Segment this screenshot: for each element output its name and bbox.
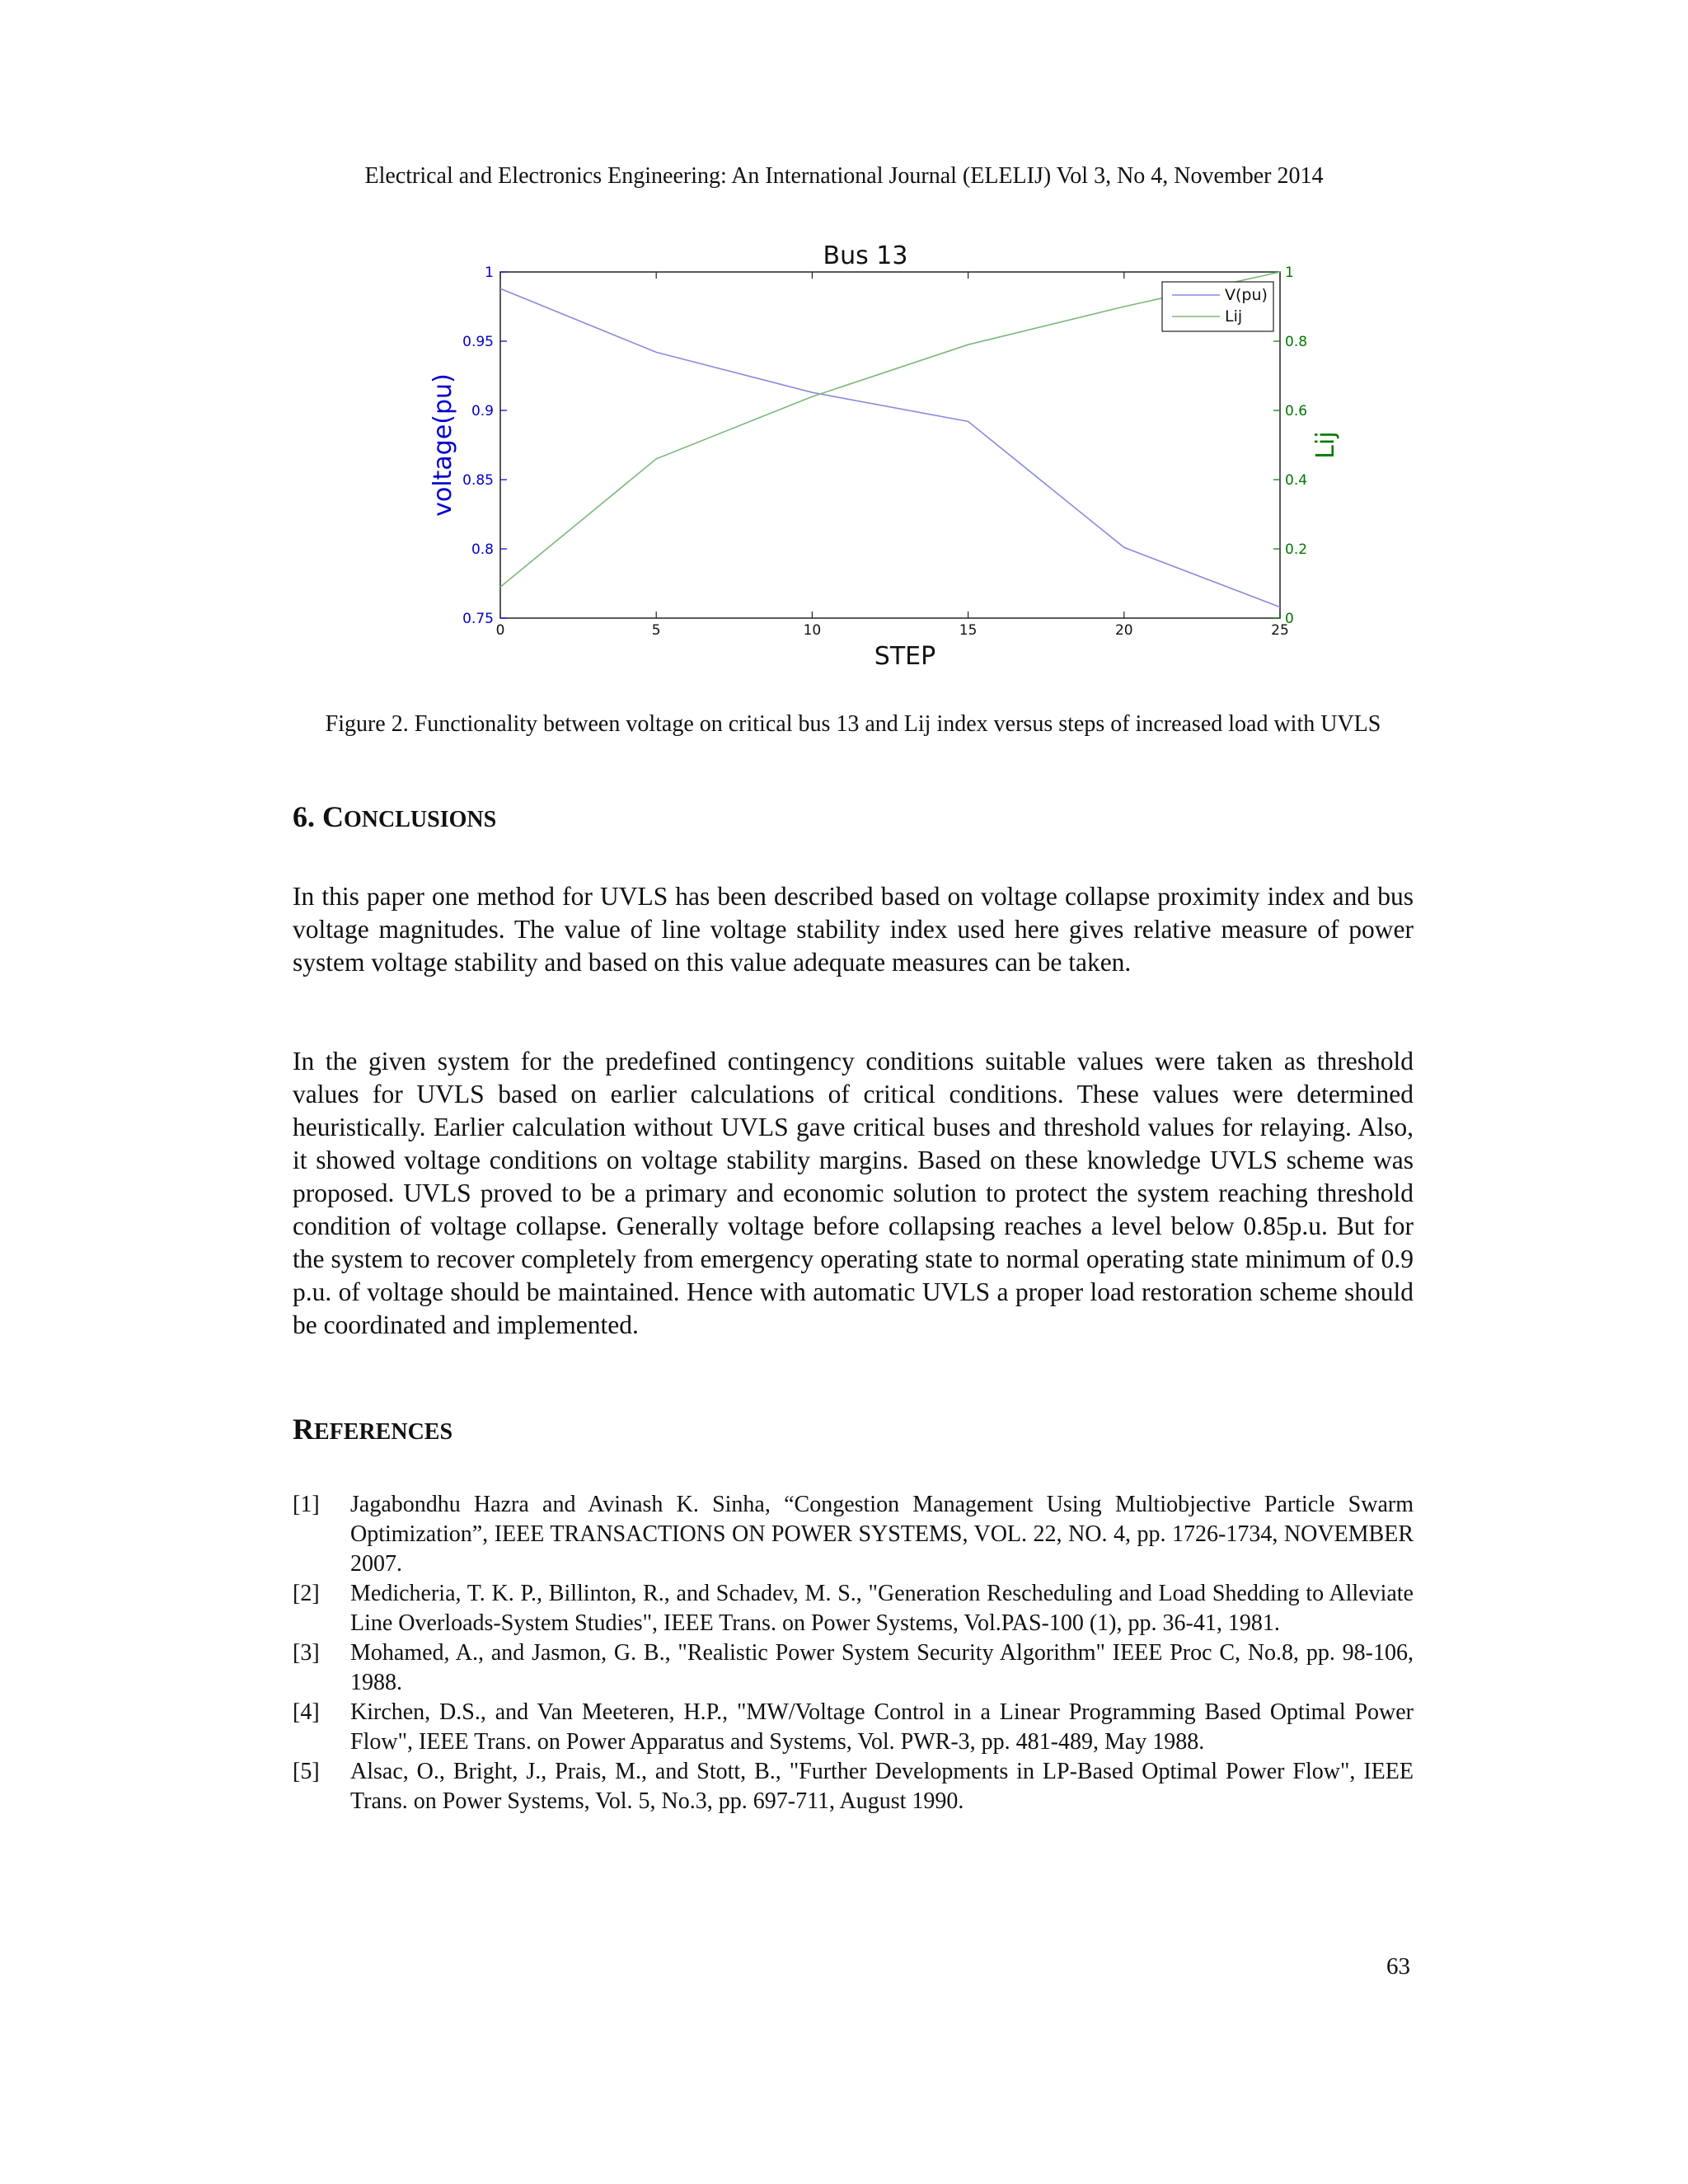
chart-title: Bus 13 xyxy=(823,241,908,270)
legend-label: Lij xyxy=(1225,307,1243,326)
reference-item xyxy=(293,1579,1414,1638)
conclusions-paragraph-2: In the given system for the predefined contingency conditions suitable values were taken as threshold values for UVLS based on earlier calculations of critical conditions. These values were determined heuristically. Earlier calculation without UVLS gave critical buses and threshold values for relaying. Also, it showed voltage conditions on voltage stability margins. Based on these knowledge UVLS scheme was proposed. UVLS proved to be a primary and economic solution to protect the system reaching threshold condition of voltage collapse. Generally voltage before collapsing reaches a level below 0.85p.u. But for the system to recover completely from emergency operating state to normal operating state minimum of 0.9 p.u. of voltage should be maintained. Hence with automatic UVLS a proper load restoration scheme should be coordinated and implemented. xyxy=(293,1047,1414,1339)
voltage-series-line xyxy=(500,288,1280,607)
x-tick-label: 10 xyxy=(803,622,822,639)
section-heading-conclusions xyxy=(293,799,496,834)
y-right-tick-label: 0.6 xyxy=(1285,403,1308,419)
legend-label: V(pu) xyxy=(1225,286,1268,304)
y-left-axis-label: voltage(pu) xyxy=(429,373,457,517)
y-left-tick-label: 0.95 xyxy=(462,334,494,350)
y-right-tick-label: 1 xyxy=(1285,265,1294,281)
running-header: Electrical and Electronics Engineering: An International Journal (ELELIJ) Vol 3, No 4, November 2014 xyxy=(364,163,1324,189)
reference-text: Alsac, O., Bright, J., Prais, M., and Stott, B., "Further Developments in LP-Based Optimal Power Flow", IEEE Trans. on Power Systems, Vol. 5, No.3, pp. 697-711, August 1990. xyxy=(350,1759,1414,1814)
bus13-chart xyxy=(0,0,1688,684)
y-left-tick-label: 1 xyxy=(485,265,494,281)
reference-text: Mohamed, A., and Jasmon, G. B., "Realistic Power System Security Algorithm" IEEE Proc C, No.8, pp. 98-106, 1988. xyxy=(350,1640,1414,1695)
reference-item xyxy=(293,1698,1414,1757)
reference-item xyxy=(293,1490,1414,1579)
y-right-tick-label: 0 xyxy=(1285,611,1294,627)
reference-list xyxy=(293,1490,1414,1816)
y-left-tick-label: 0.8 xyxy=(471,541,494,558)
reference-text: Medicheria, T. K. P., Billinton, R., and Schadev, M. S., "Generation Rescheduling and Load Shedding to Alleviate Line Overloads-System Studies", IEEE Trans. on Power Systems, Vol.PAS-100 (1), pp. 36-41, 1981. xyxy=(350,1581,1414,1636)
y-right-tick-label: 0.8 xyxy=(1285,334,1308,350)
reference-number: [1] xyxy=(293,1492,320,1517)
section-title-rest: ONCLUSIONS xyxy=(344,807,497,832)
reference-item xyxy=(293,1638,1414,1698)
references-title-cap: R xyxy=(293,1413,314,1446)
x-axis-label: STEP xyxy=(874,642,936,671)
y-right-axis-label: Lij xyxy=(1311,431,1340,459)
section-title-cap: C xyxy=(322,800,344,833)
y-left-tick-label: 0.75 xyxy=(462,611,494,627)
reference-number: [4] xyxy=(293,1699,320,1725)
section-number: 6. xyxy=(293,800,315,833)
y-right-tick-label: 0.4 xyxy=(1285,472,1308,489)
y-right-tick-label: 0.2 xyxy=(1285,541,1308,558)
x-tick-label: 15 xyxy=(959,622,978,639)
section-heading-references xyxy=(293,1412,452,1446)
reference-number: [5] xyxy=(293,1759,320,1784)
conclusions-paragraph-1: In this paper one method for UVLS has been described based on voltage collapse proximity index and bus voltage magnitudes. The value of line voltage stability index used here gives relative measure of power system voltage stability and based on this value adequate measures can be taken. xyxy=(293,882,1414,977)
x-tick-label: 0 xyxy=(495,622,505,639)
y-left-tick-label: 0.9 xyxy=(471,403,494,419)
x-tick-label: 25 xyxy=(1271,622,1289,639)
reference-text: Jagabondhu Hazra and Avinash K. Sinha, “Congestion Management Using Multiobjective Particle Swarm Optimization”, IEEE TRANSACTIONS ON POWER SYSTEMS, VOL. 22, NO. 4, pp. 1726-1734, NOVEMBER 2007. xyxy=(350,1492,1414,1577)
reference-text: Kirchen, D.S., and Van Meeteren, H.P., "MW/Voltage Control in a Linear Programming Based Optimal Power Flow", IEEE Trans. on Power Apparatus and Systems, Vol. PWR-3, pp. 481-489, May 1988. xyxy=(350,1699,1414,1755)
reference-number: [2] xyxy=(293,1581,320,1606)
references-title-rest: EFERENCES xyxy=(314,1419,453,1445)
x-tick-label: 20 xyxy=(1114,622,1133,639)
y-left-tick-label: 0.85 xyxy=(462,472,494,489)
x-tick-label: 5 xyxy=(651,622,661,639)
reference-number: [3] xyxy=(293,1640,320,1666)
figure-caption: Figure 2. Functionality between voltage on critical bus 13 and Lij index versus steps of increased load with UVLS xyxy=(325,711,1381,737)
page-number: 63 xyxy=(1386,1953,1410,1980)
reference-item xyxy=(293,1757,1414,1816)
